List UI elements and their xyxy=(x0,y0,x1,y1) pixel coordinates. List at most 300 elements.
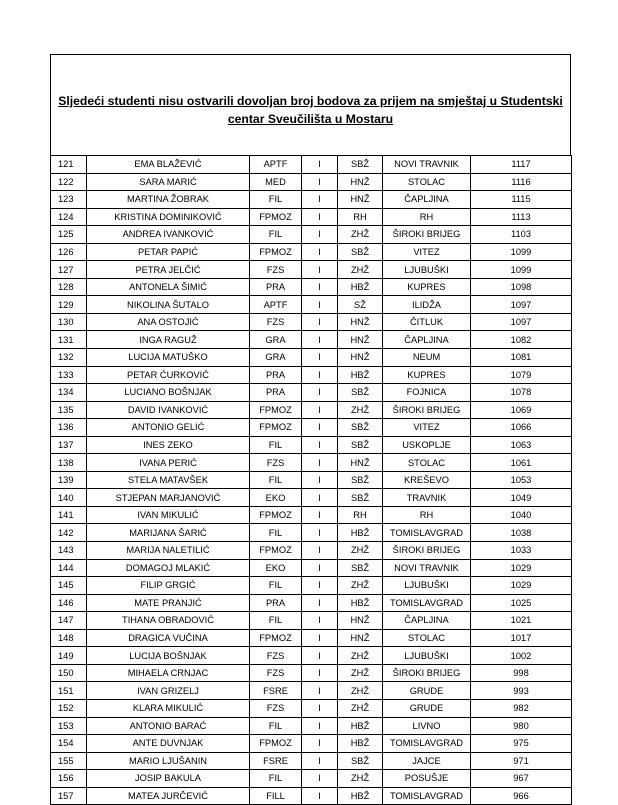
table-row xyxy=(51,313,572,331)
faculty-cell: FZS xyxy=(250,647,302,665)
rank-cell: 141 xyxy=(51,506,87,524)
year-cell: I xyxy=(302,717,338,735)
points-cell: 1115 xyxy=(471,191,572,209)
rank-cell: 156 xyxy=(51,770,87,788)
rank-cell: 150 xyxy=(51,664,87,682)
year-cell: I xyxy=(302,664,338,682)
year-cell: I xyxy=(302,787,338,805)
city-cell: TOMISLAVGRAD xyxy=(383,594,471,612)
canton-cell: ZHŽ xyxy=(338,401,383,419)
student-name-cell: NIKOLINA ŠUTALO xyxy=(87,296,250,314)
points-cell: 1053 xyxy=(471,471,572,489)
year-cell: I xyxy=(302,226,338,244)
faculty-cell: MED xyxy=(250,173,302,191)
canton-cell: HBŽ xyxy=(338,735,383,753)
canton-cell: SBŽ xyxy=(338,489,383,507)
student-name-cell: ANTONIO GELIĆ xyxy=(87,419,250,437)
student-name-cell: ANTONELA ŠIMIĆ xyxy=(87,278,250,296)
year-cell: I xyxy=(302,559,338,577)
city-cell: FOJNICA xyxy=(383,384,471,402)
student-name-cell: MATE PRANJIĆ xyxy=(87,594,250,612)
city-cell: KUPRES xyxy=(383,278,471,296)
canton-cell: SBŽ xyxy=(338,471,383,489)
points-cell: 1113 xyxy=(471,208,572,226)
points-cell: 1066 xyxy=(471,419,572,437)
student-name-cell: IVAN MIKULIĆ xyxy=(87,506,250,524)
rank-cell: 153 xyxy=(51,717,87,735)
points-cell: 971 xyxy=(471,752,572,770)
rank-cell: 136 xyxy=(51,419,87,437)
year-cell: I xyxy=(302,401,338,419)
year-cell: I xyxy=(302,594,338,612)
faculty-cell: FZS xyxy=(250,454,302,472)
year-cell: I xyxy=(302,331,338,349)
table-row xyxy=(51,489,572,507)
table-row xyxy=(51,261,572,279)
rank-cell: 145 xyxy=(51,577,87,595)
student-name-cell: ANTONIO BARAĆ xyxy=(87,717,250,735)
rank-cell: 128 xyxy=(51,278,87,296)
year-cell: I xyxy=(302,699,338,717)
rank-cell: 133 xyxy=(51,366,87,384)
rank-cell: 126 xyxy=(51,243,87,261)
points-cell: 1021 xyxy=(471,612,572,630)
student-name-cell: MARIJA NALETILIĆ xyxy=(87,542,250,560)
points-cell: 1029 xyxy=(471,559,572,577)
canton-cell: ZHŽ xyxy=(338,699,383,717)
year-cell: I xyxy=(302,612,338,630)
year-cell: I xyxy=(302,489,338,507)
canton-cell: RH xyxy=(338,208,383,226)
faculty-cell: PRA xyxy=(250,594,302,612)
points-cell: 980 xyxy=(471,717,572,735)
rank-cell: 125 xyxy=(51,226,87,244)
canton-cell: HNŽ xyxy=(338,173,383,191)
rank-cell: 149 xyxy=(51,647,87,665)
rank-cell: 147 xyxy=(51,612,87,630)
students-table xyxy=(50,155,572,805)
city-cell: ČAPLJINA xyxy=(383,191,471,209)
rank-cell: 139 xyxy=(51,471,87,489)
faculty-cell: FPMOZ xyxy=(250,629,302,647)
points-cell: 1099 xyxy=(471,261,572,279)
year-cell: I xyxy=(302,296,338,314)
rank-cell: 148 xyxy=(51,629,87,647)
points-cell: 975 xyxy=(471,735,572,753)
rank-cell: 121 xyxy=(51,156,87,174)
city-cell: JAJCE xyxy=(383,752,471,770)
canton-cell: SBŽ xyxy=(338,436,383,454)
points-cell: 1061 xyxy=(471,454,572,472)
rank-cell: 144 xyxy=(51,559,87,577)
table-row xyxy=(51,735,572,753)
points-cell: 1078 xyxy=(471,384,572,402)
canton-cell: SBŽ xyxy=(338,384,383,402)
student-name-cell: INGA RAGUŽ xyxy=(87,331,250,349)
faculty-cell: FZS xyxy=(250,664,302,682)
faculty-cell: FIL xyxy=(250,471,302,489)
year-cell: I xyxy=(302,243,338,261)
city-cell: LJUBUŠKI xyxy=(383,577,471,595)
table-row xyxy=(51,787,572,805)
city-cell: TOMISLAVGRAD xyxy=(383,735,471,753)
student-name-cell: LUCIANO BOŠNJAK xyxy=(87,384,250,402)
points-cell: 1069 xyxy=(471,401,572,419)
table-row xyxy=(51,699,572,717)
city-cell: RH xyxy=(383,506,471,524)
rank-cell: 131 xyxy=(51,331,87,349)
city-cell: STOLAC xyxy=(383,173,471,191)
rank-cell: 146 xyxy=(51,594,87,612)
rank-cell: 132 xyxy=(51,349,87,367)
canton-cell: HBŽ xyxy=(338,366,383,384)
rank-cell: 127 xyxy=(51,261,87,279)
points-cell: 1033 xyxy=(471,542,572,560)
city-cell: NOVI TRAVNIK xyxy=(383,559,471,577)
rank-cell: 134 xyxy=(51,384,87,402)
student-name-cell: FILIP GRGIĆ xyxy=(87,577,250,595)
student-name-cell: INES ZEKO xyxy=(87,436,250,454)
year-cell: I xyxy=(302,542,338,560)
faculty-cell: EKO xyxy=(250,489,302,507)
page-title xyxy=(50,92,571,128)
table-row xyxy=(51,506,572,524)
faculty-cell: FIL xyxy=(250,226,302,244)
year-cell: I xyxy=(302,682,338,700)
rank-cell: 135 xyxy=(51,401,87,419)
faculty-cell: PRA xyxy=(250,366,302,384)
student-name-cell: IVAN GRIZELJ xyxy=(87,682,250,700)
city-cell: VITEZ xyxy=(383,419,471,437)
student-name-cell: DOMAGOJ MLAKIĆ xyxy=(87,559,250,577)
city-cell: KREŠEVO xyxy=(383,471,471,489)
table-row xyxy=(51,524,572,542)
canton-cell: SŽ xyxy=(338,296,383,314)
city-cell: ČITLUK xyxy=(383,313,471,331)
faculty-cell: PRA xyxy=(250,384,302,402)
year-cell: I xyxy=(302,349,338,367)
faculty-cell: FPMOZ xyxy=(250,506,302,524)
rank-cell: 142 xyxy=(51,524,87,542)
city-cell: TOMISLAVGRAD xyxy=(383,787,471,805)
table-row xyxy=(51,173,572,191)
canton-cell: ZHŽ xyxy=(338,664,383,682)
points-cell: 1029 xyxy=(471,577,572,595)
year-cell: I xyxy=(302,629,338,647)
table-row xyxy=(51,612,572,630)
table-row xyxy=(51,331,572,349)
faculty-cell: FILL xyxy=(250,787,302,805)
table-row xyxy=(51,384,572,402)
student-name-cell: PETAR PAPIĆ xyxy=(87,243,250,261)
canton-cell: SBŽ xyxy=(338,156,383,174)
year-cell: I xyxy=(302,384,338,402)
faculty-cell: FIL xyxy=(250,436,302,454)
city-cell: POSUŠJE xyxy=(383,770,471,788)
student-name-cell: MATEA JURČEVIĆ xyxy=(87,787,250,805)
year-cell: I xyxy=(302,173,338,191)
city-cell: ŠIROKI BRIJEG xyxy=(383,542,471,560)
faculty-cell: APTF xyxy=(250,156,302,174)
table-row xyxy=(51,629,572,647)
points-cell: 1063 xyxy=(471,436,572,454)
student-name-cell: PETAR ĆURKOVIĆ xyxy=(87,366,250,384)
faculty-cell: FZS xyxy=(250,313,302,331)
points-cell: 1082 xyxy=(471,331,572,349)
city-cell: ČAPLJINA xyxy=(383,331,471,349)
table-row xyxy=(51,542,572,560)
table-row xyxy=(51,419,572,437)
table-row xyxy=(51,717,572,735)
city-cell: LJUBUŠKI xyxy=(383,261,471,279)
table-row xyxy=(51,156,572,174)
faculty-cell: FSRE xyxy=(250,682,302,700)
year-cell: I xyxy=(302,577,338,595)
student-name-cell: ANTE DUVNJAK xyxy=(87,735,250,753)
rank-cell: 140 xyxy=(51,489,87,507)
table-row xyxy=(51,664,572,682)
faculty-cell: FIL xyxy=(250,612,302,630)
student-name-cell: MARIO LJUŠANIN xyxy=(87,752,250,770)
student-name-cell: EMA BLAŽEVIĆ xyxy=(87,156,250,174)
city-cell: ČAPLJINA xyxy=(383,612,471,630)
table-row xyxy=(51,366,572,384)
rank-cell: 122 xyxy=(51,173,87,191)
rank-cell: 138 xyxy=(51,454,87,472)
student-name-cell: DAVID IVANKOVIĆ xyxy=(87,401,250,419)
canton-cell: ZHŽ xyxy=(338,542,383,560)
points-cell: 1017 xyxy=(471,629,572,647)
faculty-cell: FPMOZ xyxy=(250,735,302,753)
faculty-cell: FZS xyxy=(250,261,302,279)
points-cell: 993 xyxy=(471,682,572,700)
canton-cell: HBŽ xyxy=(338,787,383,805)
city-cell: TRAVNIK xyxy=(383,489,471,507)
student-name-cell: MARIJANA ŠARIĆ xyxy=(87,524,250,542)
faculty-cell: FZS xyxy=(250,699,302,717)
student-name-cell: ANDREA IVANKOVIĆ xyxy=(87,226,250,244)
year-cell: I xyxy=(302,313,338,331)
rank-cell: 152 xyxy=(51,699,87,717)
table-row xyxy=(51,296,572,314)
points-cell: 1025 xyxy=(471,594,572,612)
student-name-cell: LUCIJA MATUŠKO xyxy=(87,349,250,367)
year-cell: I xyxy=(302,191,338,209)
points-cell: 1079 xyxy=(471,366,572,384)
student-name-cell: MARTINA ŽOBRAK xyxy=(87,191,250,209)
canton-cell: ZHŽ xyxy=(338,226,383,244)
city-cell: ŠIROKI BRIJEG xyxy=(383,664,471,682)
canton-cell: HNŽ xyxy=(338,191,383,209)
rank-cell: 151 xyxy=(51,682,87,700)
faculty-cell: FIL xyxy=(250,770,302,788)
table-row xyxy=(51,594,572,612)
points-cell: 1099 xyxy=(471,243,572,261)
student-name-cell: KLARA MIKULIĆ xyxy=(87,699,250,717)
city-cell: VITEZ xyxy=(383,243,471,261)
student-name-cell: DRAGICA VUČINA xyxy=(87,629,250,647)
canton-cell: HNŽ xyxy=(338,629,383,647)
student-name-cell: JOSIP BAKULA xyxy=(87,770,250,788)
rank-cell: 154 xyxy=(51,735,87,753)
points-cell: 1002 xyxy=(471,647,572,665)
points-cell: 1040 xyxy=(471,506,572,524)
rank-cell: 130 xyxy=(51,313,87,331)
table-row xyxy=(51,401,572,419)
rank-cell: 123 xyxy=(51,191,87,209)
table-row xyxy=(51,208,572,226)
canton-cell: SBŽ xyxy=(338,559,383,577)
points-cell: 1117 xyxy=(471,156,572,174)
city-cell: GRUDE xyxy=(383,699,471,717)
student-name-cell: MIHAELA CRNJAC xyxy=(87,664,250,682)
points-cell: 966 xyxy=(471,787,572,805)
faculty-cell: EKO xyxy=(250,559,302,577)
points-cell: 967 xyxy=(471,770,572,788)
table-row xyxy=(51,559,572,577)
city-cell: STOLAC xyxy=(383,629,471,647)
canton-cell: HNŽ xyxy=(338,454,383,472)
faculty-cell: GRA xyxy=(250,331,302,349)
table-row xyxy=(51,243,572,261)
points-cell: 1097 xyxy=(471,296,572,314)
year-cell: I xyxy=(302,647,338,665)
points-cell: 1103 xyxy=(471,226,572,244)
canton-cell: HBŽ xyxy=(338,594,383,612)
points-cell: 1081 xyxy=(471,349,572,367)
rank-cell: 157 xyxy=(51,787,87,805)
year-cell: I xyxy=(302,770,338,788)
faculty-cell: FPMOZ xyxy=(250,208,302,226)
points-cell: 1116 xyxy=(471,173,572,191)
canton-cell: HBŽ xyxy=(338,524,383,542)
canton-cell: ZHŽ xyxy=(338,261,383,279)
canton-cell: HNŽ xyxy=(338,331,383,349)
rank-cell: 155 xyxy=(51,752,87,770)
faculty-cell: FPMOZ xyxy=(250,401,302,419)
student-name-cell: IVANA PERIĆ xyxy=(87,454,250,472)
faculty-cell: FIL xyxy=(250,717,302,735)
rank-cell: 129 xyxy=(51,296,87,314)
table-row xyxy=(51,770,572,788)
points-cell: 1049 xyxy=(471,489,572,507)
year-cell: I xyxy=(302,156,338,174)
student-name-cell: STJEPAN MARJANOVIĆ xyxy=(87,489,250,507)
year-cell: I xyxy=(302,524,338,542)
student-name-cell: LUCIJA BOŠNJAK xyxy=(87,647,250,665)
canton-cell: HBŽ xyxy=(338,717,383,735)
year-cell: I xyxy=(302,366,338,384)
year-cell: I xyxy=(302,506,338,524)
student-name-cell: TIHANA OBRADOVIĆ xyxy=(87,612,250,630)
city-cell: NEUM xyxy=(383,349,471,367)
faculty-cell: FIL xyxy=(250,577,302,595)
table-row xyxy=(51,226,572,244)
year-cell: I xyxy=(302,454,338,472)
year-cell: I xyxy=(302,278,338,296)
faculty-cell: FPMOZ xyxy=(250,419,302,437)
canton-cell: ZHŽ xyxy=(338,577,383,595)
student-name-cell: STELA MATAVŠEK xyxy=(87,471,250,489)
faculty-cell: FIL xyxy=(250,524,302,542)
city-cell: TOMISLAVGRAD xyxy=(383,524,471,542)
title-line-2: centar Sveučilišta u Mostaru xyxy=(227,112,394,126)
faculty-cell: APTF xyxy=(250,296,302,314)
faculty-cell: GRA xyxy=(250,349,302,367)
faculty-cell: FPMOZ xyxy=(250,243,302,261)
table-row xyxy=(51,471,572,489)
table-row xyxy=(51,682,572,700)
students-table-body xyxy=(51,156,572,805)
faculty-cell: PRA xyxy=(250,278,302,296)
faculty-cell: FPMOZ xyxy=(250,542,302,560)
city-cell: STOLAC xyxy=(383,454,471,472)
city-cell: USKOPLJE xyxy=(383,436,471,454)
student-name-cell: PETRA JELČIĆ xyxy=(87,261,250,279)
canton-cell: RH xyxy=(338,506,383,524)
city-cell: KUPRES xyxy=(383,366,471,384)
rank-cell: 143 xyxy=(51,542,87,560)
faculty-cell: FIL xyxy=(250,191,302,209)
city-cell: ŠIROKI BRIJEG xyxy=(383,226,471,244)
table-row xyxy=(51,454,572,472)
table-row xyxy=(51,577,572,595)
year-cell: I xyxy=(302,208,338,226)
points-cell: 1038 xyxy=(471,524,572,542)
canton-cell: HBŽ xyxy=(338,278,383,296)
year-cell: I xyxy=(302,735,338,753)
rank-cell: 137 xyxy=(51,436,87,454)
table-row xyxy=(51,191,572,209)
table-row xyxy=(51,436,572,454)
city-cell: RH xyxy=(383,208,471,226)
canton-cell: HNŽ xyxy=(338,313,383,331)
title-line-1: Sljedeći studenti nisu ostvarili dovoljan broj bodova za prijem na smještaj u Studentski xyxy=(58,94,563,108)
student-name-cell: KRISTINA DOMINIKOVIĆ xyxy=(87,208,250,226)
canton-cell: SBŽ xyxy=(338,752,383,770)
canton-cell: ZHŽ xyxy=(338,770,383,788)
table-row xyxy=(51,278,572,296)
city-cell: ŠIROKI BRIJEG xyxy=(383,401,471,419)
city-cell: GRUDE xyxy=(383,682,471,700)
points-cell: 1097 xyxy=(471,313,572,331)
points-cell: 1098 xyxy=(471,278,572,296)
student-name-cell: SARA MARIĆ xyxy=(87,173,250,191)
canton-cell: HNŽ xyxy=(338,349,383,367)
faculty-cell: FSRE xyxy=(250,752,302,770)
table-row xyxy=(51,752,572,770)
city-cell: ILIDŽA xyxy=(383,296,471,314)
canton-cell: HNŽ xyxy=(338,612,383,630)
year-cell: I xyxy=(302,436,338,454)
points-cell: 998 xyxy=(471,664,572,682)
canton-cell: ZHŽ xyxy=(338,682,383,700)
canton-cell: SBŽ xyxy=(338,419,383,437)
canton-cell: SBŽ xyxy=(338,243,383,261)
points-cell: 982 xyxy=(471,699,572,717)
table-row xyxy=(51,647,572,665)
year-cell: I xyxy=(302,752,338,770)
year-cell: I xyxy=(302,419,338,437)
table-row xyxy=(51,349,572,367)
year-cell: I xyxy=(302,261,338,279)
city-cell: LJUBUŠKI xyxy=(383,647,471,665)
city-cell: NOVI TRAVNIK xyxy=(383,156,471,174)
canton-cell: ZHŽ xyxy=(338,647,383,665)
city-cell: LIVNO xyxy=(383,717,471,735)
rank-cell: 124 xyxy=(51,208,87,226)
student-name-cell: ANA OSTOJIĆ xyxy=(87,313,250,331)
